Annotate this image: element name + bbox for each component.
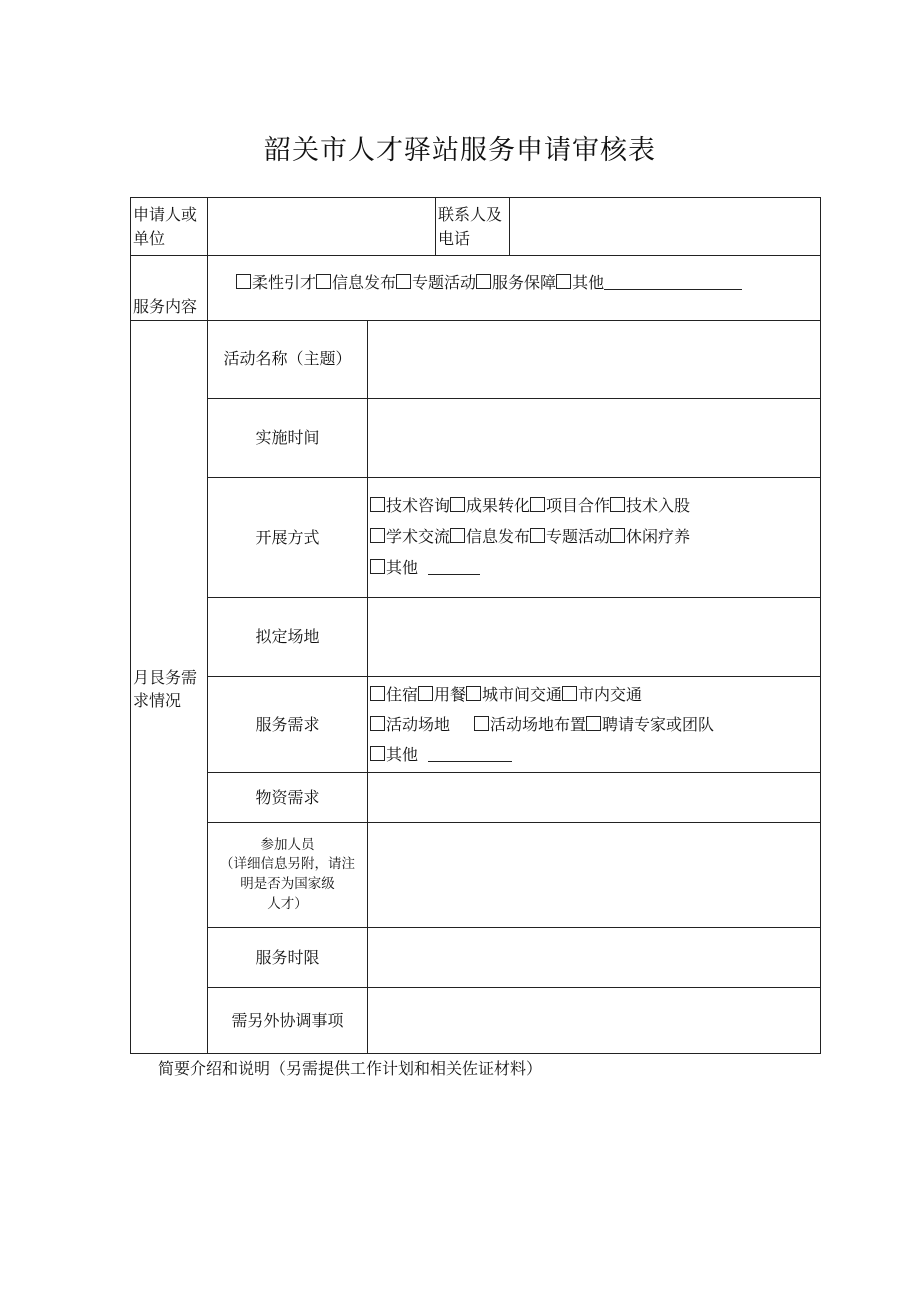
checkbox[interactable]: [556, 274, 571, 289]
checkbox[interactable]: [236, 274, 251, 289]
time-cell[interactable]: [368, 399, 821, 478]
application-form-table: [130, 197, 821, 1054]
service-needs-options: 住宿 用餐 城市间交通 市内交通 活动场地 活动场地布置 聘请专家或团队 其他: [368, 677, 821, 773]
checkbox[interactable]: [586, 716, 601, 731]
checkbox[interactable]: [450, 528, 465, 543]
duration-label: 服务时限: [208, 928, 368, 988]
coordination-label: 需另外协调事项: [208, 988, 368, 1054]
duration-cell[interactable]: [368, 928, 821, 988]
checkbox[interactable]: [370, 528, 385, 543]
checkbox[interactable]: [476, 274, 491, 289]
participants-label: 参加人员 （详细信息另附，请注 明是否为国家级 人才）: [208, 823, 368, 928]
participants-cell[interactable]: [368, 823, 821, 928]
method-options: 技术咨询 成果转化 项目合作 技术入股 学术交流 信息发布 专题活动 休闲疗养 其他: [368, 478, 821, 598]
checkbox[interactable]: [370, 559, 385, 574]
checkbox[interactable]: [450, 497, 465, 512]
checkbox[interactable]: [370, 716, 385, 731]
checkbox[interactable]: [474, 716, 489, 731]
footer-note: 简要介绍和说明（另需提供工作计划和相关佐证材料）: [158, 1059, 543, 1078]
checkbox[interactable]: [418, 686, 433, 701]
service-content-options: 柔性引才 信息发布 专题活动 服务保障 其他: [208, 256, 821, 321]
applicant-label: 申请人或单位: [131, 198, 208, 256]
other-blank[interactable]: [428, 747, 512, 762]
checkbox[interactable]: [530, 528, 545, 543]
coordination-cell[interactable]: [368, 988, 821, 1054]
method-label: 开展方式: [208, 478, 368, 598]
material-label: 物资需求: [208, 773, 368, 823]
time-label: 实施时间: [208, 399, 368, 478]
other-blank[interactable]: [428, 560, 480, 575]
other-blank[interactable]: [604, 275, 742, 290]
activity-name-label: 活动名称（主题）: [208, 321, 368, 399]
checkbox[interactable]: [396, 274, 411, 289]
contact-value-cell[interactable]: [510, 198, 821, 256]
service-needs-label: 服务需求: [208, 677, 368, 773]
checkbox[interactable]: [562, 686, 577, 701]
material-cell[interactable]: [368, 773, 821, 823]
checkbox[interactable]: [316, 274, 331, 289]
applicant-value-cell[interactable]: [208, 198, 436, 256]
form-title: 韶关市人才驿站服务申请审核表: [264, 135, 656, 166]
venue-cell[interactable]: [368, 598, 821, 677]
venue-label: 拟定场地: [208, 598, 368, 677]
checkbox[interactable]: [370, 497, 385, 512]
checkbox[interactable]: [466, 686, 481, 701]
checkbox[interactable]: [610, 497, 625, 512]
checkbox[interactable]: [530, 497, 545, 512]
service-content-label: 服务内容: [131, 256, 208, 321]
activity-name-cell[interactable]: [368, 321, 821, 399]
section-label: 月艮务需求情况: [131, 321, 208, 1054]
contact-label: 联系人及电话: [436, 198, 510, 256]
checkbox[interactable]: [370, 686, 385, 701]
checkbox[interactable]: [370, 746, 385, 761]
checkbox[interactable]: [610, 528, 625, 543]
